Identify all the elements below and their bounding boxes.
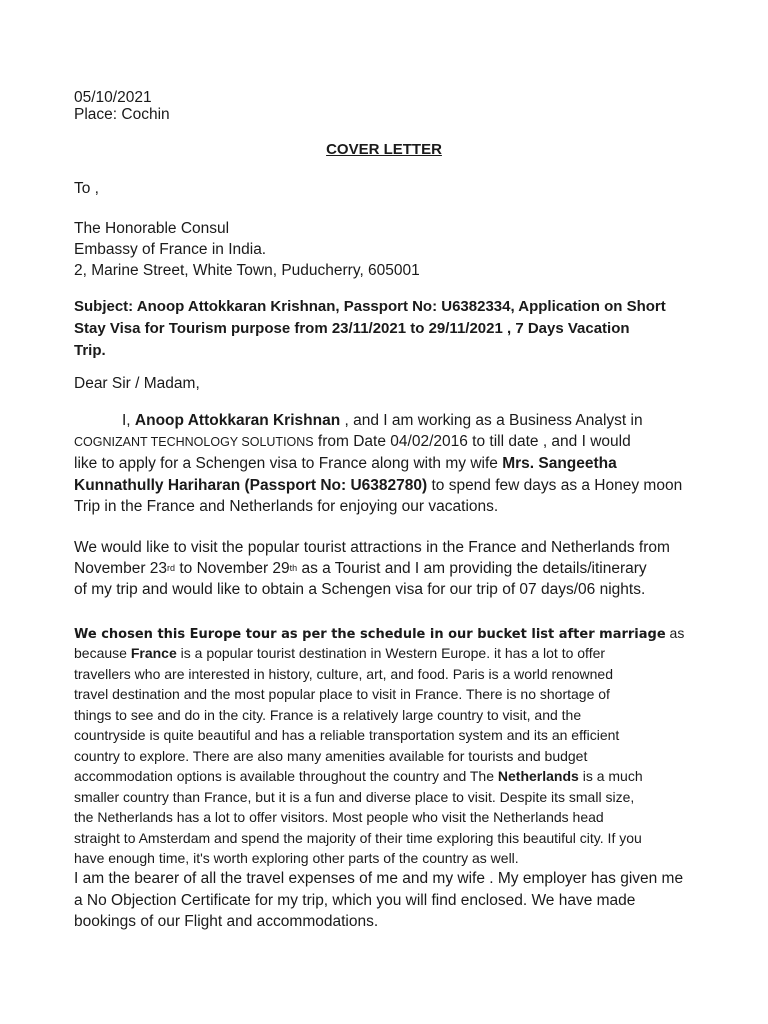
text-span: as xyxy=(665,625,685,641)
ordinal-suffix: rd xyxy=(167,563,176,573)
country-name: Netherlands xyxy=(497,768,579,784)
paragraph-line: I am the bearer of all the travel expenses of me and my wife . My employer has given me xyxy=(74,870,684,887)
paragraph-line xyxy=(74,476,682,496)
country-name: France xyxy=(130,645,177,661)
address-line: Embassy of France in India. xyxy=(74,241,267,258)
paragraph-line xyxy=(74,432,631,452)
paragraph-line: the Netherlands has a lot to offer visitors. Most people who visit the Netherlands head xyxy=(74,809,604,825)
paragraph-line xyxy=(74,643,605,663)
text-span: is a popular tourist destination in Western Europe. it has a lot to offer xyxy=(176,645,606,661)
salutation: Dear Sir / Madam, xyxy=(74,375,200,392)
paragraph-line: Trip in the France and Netherlands for enjoying our vacations. xyxy=(74,498,499,515)
spouse-name: Mrs. Sangeetha xyxy=(502,455,617,472)
text-span: from Date 04/02/2016 to till date , and I would xyxy=(313,433,631,450)
paragraph-line xyxy=(74,766,643,786)
paragraph-line: countryside is quite beautiful and has a reliable transportation system and its an efficient xyxy=(74,727,620,743)
letter-place: Place: Cochin xyxy=(74,106,170,123)
text-span: November 23 xyxy=(74,560,168,577)
text-span: to November 29 xyxy=(175,560,290,577)
paragraph-line: travellers who are interested in history, culture, art, and food. Paris is a world renowned xyxy=(74,666,613,682)
subject-line: Subject: Anoop Attokkaran Krishnan, Passport No: U6382334, Application on Short xyxy=(74,298,666,315)
paragraph-line: of my trip and would like to obtain a Schengen visa for our trip of 07 days/06 nights. xyxy=(74,581,646,598)
spouse-name: Kunnathully Hariharan (Passport No: U6382780) xyxy=(74,477,428,494)
paragraph-line xyxy=(74,454,617,474)
address-line: The Honorable Consul xyxy=(74,220,230,237)
paragraph-line: We would like to visit the popular tourist attractions in the France and Netherlands from xyxy=(74,539,670,556)
paragraph-line: straight to Amsterdam and spend the majority of their time exploring this beautiful city. If you xyxy=(74,830,642,846)
text-span: , and I am working as a Business Analyst in xyxy=(340,412,643,429)
paragraph-line xyxy=(74,559,647,580)
text-span: to spend few days as a Honey moon xyxy=(427,477,683,494)
letter-title: COVER LETTER xyxy=(326,141,442,158)
paragraph-line xyxy=(74,623,684,645)
paragraph-line: have enough time, it's worth exploring other parts of the country as well. xyxy=(74,850,519,866)
text-span: like to apply for a Schengen visa to France along with my wife xyxy=(74,455,503,472)
paragraph-line: a No Objection Certificate for my trip, which you will find enclosed. We have made xyxy=(74,892,636,909)
emphasis-text: We chosen this Europe tour as per the schedule in our bucket list after marriage xyxy=(74,627,666,642)
applicant-name: Anoop Attokkaran Krishnan xyxy=(134,412,341,429)
text-span: as a Tourist and I am providing the details/itinerary xyxy=(297,560,647,577)
paragraph-line: things to see and do in the city. France is a relatively large country to visit, and the xyxy=(74,707,582,723)
ordinal-suffix: th xyxy=(289,563,298,573)
subject-line: Trip. xyxy=(74,342,106,359)
subject-line: Stay Visa for Tourism purpose from 23/11/2021 to 29/11/2021 , 7 Days Vacation xyxy=(74,320,630,337)
paragraph-line xyxy=(122,411,643,431)
text-span: accommodation options is available throughout the country and The xyxy=(74,768,498,784)
text-span: is a much xyxy=(578,768,643,784)
text-span: because xyxy=(74,645,131,661)
letter-date: 05/10/2021 xyxy=(74,89,152,106)
text-span: I, xyxy=(122,412,135,429)
address-line: 2, Marine Street, White Town, Puducherry, 605001 xyxy=(74,262,420,279)
paragraph-line: travel destination and the most popular place to visit in France. There is no shortage of xyxy=(74,686,610,702)
company-name: COGNIZANT TECHNOLOGY SOLUTIONS xyxy=(74,435,314,449)
to-line: To , xyxy=(74,180,99,197)
paragraph-line: country to explore. There are also many amenities available for tourists and budget xyxy=(74,748,588,764)
paragraph-line: bookings of our Flight and accommodations. xyxy=(74,913,379,930)
paragraph-line: smaller country than France, but it is a fun and diverse place to visit. Despite its small size, xyxy=(74,789,635,805)
